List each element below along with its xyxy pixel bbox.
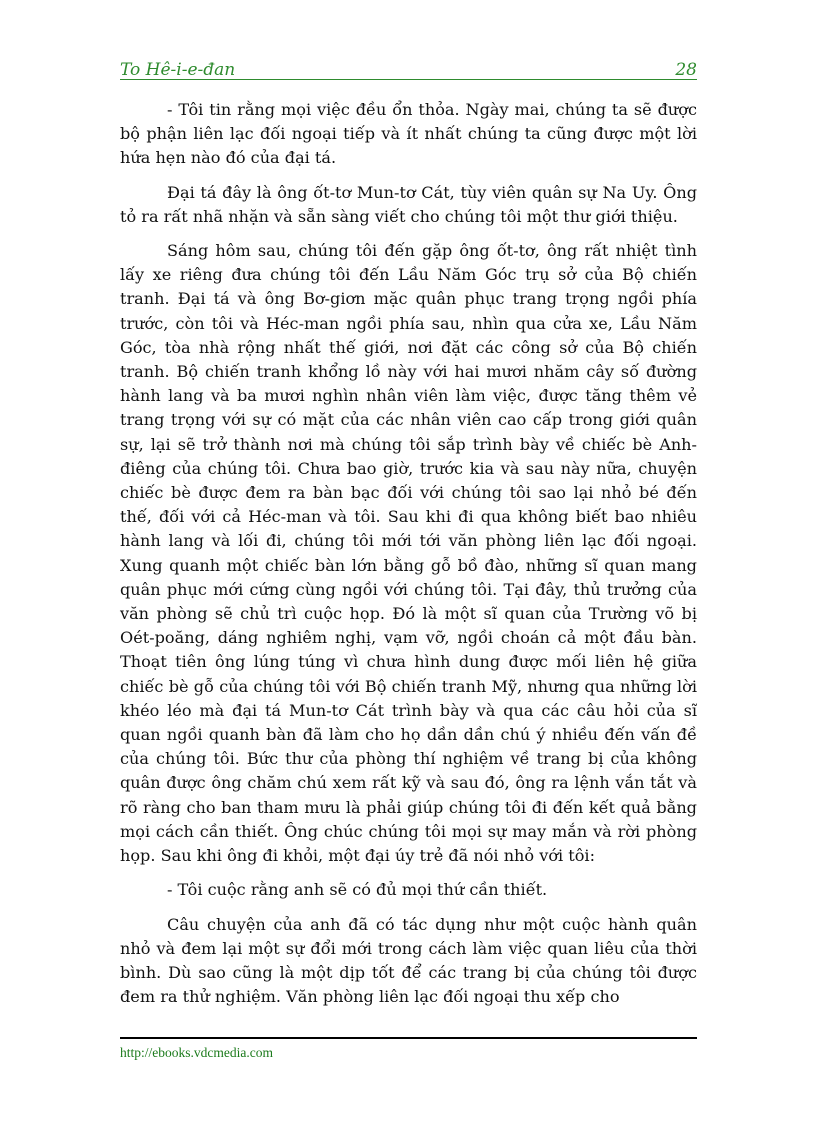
paragraph-5: Câu chuyện của anh đã có tác dụng như một cuộc hành quân nhỏ và đem lại một sự đổi mới trong cách làm việc quan liêu của thời bình. Dù sao cũng là một dịp tốt để các trang bị của chúng tôi được đem ra thử nghiệm. Văn phòng liên lạc đối ngoại thu xếp cho <box>120 914 697 1007</box>
page-number: 28 <box>675 60 697 80</box>
paragraph-2: Đại tá đây là ông ốt-tơ Mun-tơ Cát, tùy viên quân sự Na Uy. Ông tỏ ra rất nhã nhặn và sẵn sàng viết cho chúng tôi một thư giới thiệu. <box>120 182 697 226</box>
book-title: To Hê-i-e-đan <box>120 60 236 80</box>
paragraph-1: - Tôi tin rằng mọi việc đều ổn thỏa. Ngày mai, chúng ta sẽ được bộ phận liên lạc đối ngoại tiếp và ít nhất chúng ta cũng được một lời hứa hẹn nào đó của đại tá. <box>120 100 697 168</box>
paragraph-4: - Tôi cuộc rằng anh sẽ có đủ mọi thứ cần thiết. <box>167 880 548 900</box>
header-divider <box>120 79 697 80</box>
footer-divider <box>120 1037 697 1039</box>
footer-link[interactable]: http://ebooks.vdcmedia.com <box>120 1045 273 1060</box>
page-body <box>120 98 697 1019</box>
paragraph-3: Sáng hôm sau, chúng tôi đến gặp ông ốt-tơ, ông rất nhiệt tình lấy xe riêng đưa chúng tôi đến Lầu Năm Góc trụ sở của Bộ chiến tranh. Đại tá và ông Bơ-giơn mặc quân phục trang trọng ngồi phía trước, còn tôi và Héc-man ngồi phía sau, nhìn qua cửa xe, Lầu Năm Góc, tòa nhà rộng nhất thế giới, nơi đặt các công sở của Bộ chiến tranh. Bộ chiến tranh khổng lồ này với hai mươi nhăm cây số đường hành lang và ba mươi nghìn nhân viên làm việc, được tăng thêm vẻ trang trọng với sự có mặt của các nhân viên cao cấp trong giới quân sự, lại sẽ trở thành nơi mà chúng tôi sắp trình bày về chiếc bè Anh-điêng của chúng tôi. Chưa bao giờ, trước kia và sau này nữa, chuyện chiếc bè được đem ra bàn bạc đối với chúng tôi sao lại nhỏ bé đến thế, đối với cả Héc-man và tôi. Sau khi đi qua không biết bao nhiêu hành lang và lối đi, chúng tôi mới tới văn phòng liên lạc đối ngoại. Xung quanh một chiếc bàn lớn bằng gỗ bồ đào, những sĩ quan mang quân phục mới cứng cùng ngồi với chúng tôi. Tại đây, thủ trưởng của văn phòng sẽ chủ trì cuộc họp. Đó là một sĩ quan của Trường võ bị Oét-poăng, dáng nghiêm nghị, vạm vỡ, ngồi choán cả một đầu bàn. Thoạt tiên ông lúng túng vì chưa hình dung được mối liên hệ giữa chiếc bè gỗ của chúng tôi với Bộ chiến tranh Mỹ, nhưng qua những lời khéo léo mà đại tá Mun-tơ Cát trình bày và qua các câu hỏi của sĩ quan ngồi quanh bàn đã làm cho họ dần dần chú ý nhiều đến vấn đề của chúng tôi. Bức thư của phòng thí nghiệm về trang bị của không quân được ông chăm chú xem rất kỹ và sau đó, ông ra lệnh vắn tắt và rõ ràng cho ban tham mưu là phải giúp chúng tôi đi đến kết quả bằng mọi cách cần thiết. Ông chúc chúng tôi mọi sự may mắn và rời phòng họp. Sau khi ông đi khỏi, một đại úy trẻ đã nói nhỏ với tôi: <box>120 241 697 866</box>
